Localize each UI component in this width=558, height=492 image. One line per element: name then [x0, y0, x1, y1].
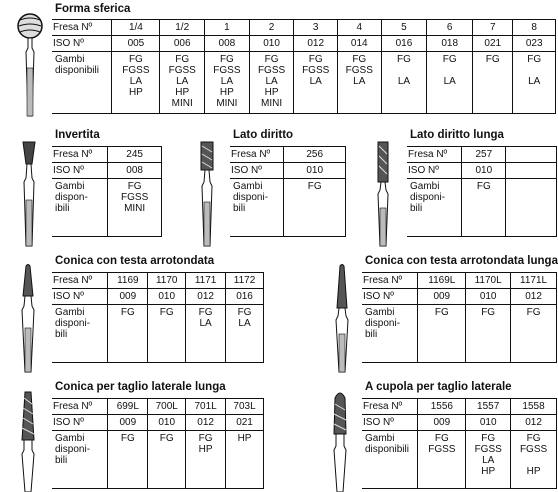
gambi-cell: FG FGSS LA HP MINI: [160, 52, 205, 114]
gambi-cell: FG: [466, 305, 511, 363]
iso-row: [52, 36, 556, 52]
iso-label: ISO Nº: [230, 163, 284, 179]
iso-cell: 012: [294, 36, 338, 52]
gambi-row: [52, 52, 556, 114]
iso-row: [362, 289, 557, 305]
gambi-label: Gambi disponibili: [52, 52, 112, 114]
iso-cell: 005: [112, 36, 160, 52]
iso-cell: 010: [284, 163, 346, 179]
table-conica-testa-arrotondata: [52, 272, 264, 363]
fresa-label: Fresa Nº: [52, 20, 112, 36]
title-lato-diritto: Lato diritto: [233, 129, 294, 141]
gambi-label: Gambi dispon- ibili: [52, 179, 108, 237]
iso-cell: 012: [186, 415, 226, 431]
iso-label: ISO Nº: [52, 289, 108, 305]
title-cupola-taglio-laterale: A cupola per taglio laterale: [365, 381, 512, 393]
gambi-label: Gambi disponi- bili: [230, 179, 284, 237]
fresa-label: Fresa Nº: [230, 147, 284, 163]
gambi-cell: FG: [462, 179, 506, 237]
long-tapered-round-end-bur-icon: [324, 262, 360, 374]
fresa-cell: 1170: [148, 273, 186, 289]
iso-row: [52, 415, 264, 431]
fresa-cell: 1: [205, 20, 250, 36]
fresa-cell: 703L: [226, 399, 264, 415]
title-forma-sferica: Forma sferica: [55, 3, 131, 15]
fresa-cell: 1170L: [466, 273, 511, 289]
iso-cell: 009: [418, 289, 466, 305]
gambi-label: Gambi disponi- bili: [52, 305, 108, 363]
fresa-label: Fresa Nº: [52, 147, 108, 163]
table-conica-testa-arrotondata-lunga: [362, 272, 557, 363]
gambi-cell: FG FGSS LA HP MINI: [205, 52, 250, 114]
table-conica-taglio-laterale-lunga: [52, 398, 264, 489]
round-bur-icon: [10, 8, 50, 120]
iso-cell: 014: [337, 36, 381, 52]
fresa-cell: 701L: [186, 399, 226, 415]
fresa-label: Fresa Nº: [52, 273, 108, 289]
long-tapered-crosscut-bur-icon: [10, 388, 46, 492]
gambi-label: Gambi disponi- bili: [52, 431, 108, 489]
fresa-row: [407, 147, 557, 163]
fresa-cell: 699L: [108, 399, 148, 415]
gambi-cell: FG: [108, 431, 148, 489]
iso-label: ISO Nº: [52, 415, 108, 431]
iso-cell: 010: [249, 36, 294, 52]
iso-label: ISO Nº: [52, 36, 112, 52]
fresa-row: [52, 273, 264, 289]
empty-cell: [506, 163, 557, 179]
table-lato-diritto-lunga: [407, 146, 557, 237]
iso-cell: 021: [226, 415, 264, 431]
gambi-cell: FG: [148, 305, 186, 363]
gambi-cell: FG FGSS LA HP: [466, 431, 511, 489]
iso-row: [362, 415, 557, 431]
title-conica-testa-arrotondata: Conica con testa arrotondata: [55, 255, 215, 267]
fresa-cell: 1/2: [160, 20, 205, 36]
table-invertita: [52, 146, 162, 237]
title-conica-testa-arrotondata-lunga: Conica con testa arrotondata lunga: [365, 255, 558, 267]
gambi-cell: FG: [418, 305, 466, 363]
iso-cell: 006: [160, 36, 205, 52]
gambi-cell: FG HP: [186, 431, 226, 489]
title-invertita: Invertita: [55, 129, 100, 141]
fresa-cell: 1/4: [112, 20, 160, 36]
table-cupola-taglio-laterale: [362, 398, 557, 489]
fresa-cell: 245: [108, 147, 162, 163]
empty-cell: [506, 147, 557, 163]
dome-crosscut-bur-icon: [322, 388, 358, 492]
iso-cell: 023: [513, 36, 556, 52]
iso-cell: 009: [108, 289, 148, 305]
title-conica-taglio-laterale-lunga: Conica per taglio laterale lunga: [55, 381, 226, 393]
iso-label: ISO Nº: [362, 415, 418, 431]
gambi-cell: HP: [226, 431, 264, 489]
gambi-cell: FG FGSS LA HP MINI: [249, 52, 294, 114]
iso-cell: 012: [511, 289, 557, 305]
fresa-cell: 1557: [466, 399, 511, 415]
table-lato-diritto: [230, 146, 346, 237]
empty-cell: [506, 179, 557, 237]
iso-row: [230, 163, 346, 179]
fresa-cell: 1556: [418, 399, 466, 415]
gambi-cell: FG FGSS LA HP: [112, 52, 160, 114]
fresa-label: Fresa Nº: [362, 399, 418, 415]
gambi-cell: FG FGSS LA: [294, 52, 338, 114]
fresa-cell: 1171: [186, 273, 226, 289]
gambi-cell: FG: [148, 431, 186, 489]
fresa-cell: 1558: [511, 399, 557, 415]
gambi-cell: FG: [108, 305, 148, 363]
fresa-cell: 257: [462, 147, 506, 163]
gambi-label: Gambi disponibili: [362, 431, 418, 489]
fresa-row: [52, 20, 556, 36]
fresa-cell: 1171L: [511, 273, 557, 289]
fresa-label: Fresa Nº: [362, 273, 418, 289]
iso-row: [52, 289, 264, 305]
iso-cell: 009: [418, 415, 466, 431]
iso-cell: 016: [226, 289, 264, 305]
gambi-row: [52, 431, 264, 489]
gambi-label: Gambi disponi- bili: [407, 179, 462, 237]
fresa-cell: 5: [381, 20, 427, 36]
iso-cell: 009: [108, 415, 148, 431]
gambi-row: [362, 431, 557, 489]
fresa-cell: 6: [427, 20, 473, 36]
gambi-cell: FG LA: [427, 52, 473, 114]
gambi-cell: FG: [511, 305, 557, 363]
iso-row: [52, 163, 162, 179]
gambi-cell: FG FGSS: [418, 431, 466, 489]
fresa-row: [230, 147, 346, 163]
fresa-cell: 1172: [226, 273, 264, 289]
gambi-cell: FG LA: [226, 305, 264, 363]
iso-cell: 012: [511, 415, 557, 431]
fresa-label: Fresa Nº: [407, 147, 462, 163]
iso-cell: 010: [466, 289, 511, 305]
fresa-cell: 7: [473, 20, 513, 36]
tapered-round-end-bur-icon: [10, 262, 46, 374]
fresa-row: [362, 399, 557, 415]
iso-cell: 021: [473, 36, 513, 52]
gambi-cell: FG LA: [381, 52, 427, 114]
fresa-cell: 2: [249, 20, 294, 36]
iso-label: ISO Nº: [407, 163, 462, 179]
gambi-row: [52, 305, 264, 363]
fresa-cell: 4: [337, 20, 381, 36]
gambi-cell: FG FGSS MINI: [108, 179, 162, 237]
fresa-cell: 1169: [108, 273, 148, 289]
fresa-label: Fresa Nº: [52, 399, 108, 415]
fresa-cell: 3: [294, 20, 338, 36]
table-forma-sferica: [52, 19, 556, 114]
gambi-cell: FG LA: [513, 52, 556, 114]
gambi-row: [230, 179, 346, 237]
iso-cell: 010: [148, 415, 186, 431]
gambi-cell: FG: [473, 52, 513, 114]
fresa-cell: 256: [284, 147, 346, 163]
long-straight-fissure-bur-icon: [366, 138, 400, 248]
title-lato-diritto-lunga: Lato diritto lunga: [410, 129, 504, 141]
iso-label: ISO Nº: [52, 163, 108, 179]
iso-label: ISO Nº: [362, 289, 418, 305]
iso-cell: 008: [205, 36, 250, 52]
fresa-cell: 700L: [148, 399, 186, 415]
gambi-cell: FG LA: [186, 305, 226, 363]
fresa-row: [52, 147, 162, 163]
iso-cell: 010: [148, 289, 186, 305]
straight-fissure-bur-icon: [190, 138, 224, 248]
iso-cell: 016: [381, 36, 427, 52]
gambi-label: Gambi disponi- bili: [362, 305, 418, 363]
iso-row: [407, 163, 557, 179]
fresa-row: [362, 273, 557, 289]
gambi-cell: FG: [284, 179, 346, 237]
gambi-row: [362, 305, 557, 363]
inverted-cone-bur-icon: [12, 138, 46, 248]
gambi-cell: FG FGSS LA: [337, 52, 381, 114]
iso-cell: 012: [186, 289, 226, 305]
iso-cell: 008: [108, 163, 162, 179]
gambi-row: [407, 179, 557, 237]
fresa-cell: 8: [513, 20, 556, 36]
gambi-cell: FG FGSS HP: [511, 431, 557, 489]
fresa-row: [52, 399, 264, 415]
iso-cell: 010: [462, 163, 506, 179]
fresa-cell: 1169L: [418, 273, 466, 289]
iso-cell: 018: [427, 36, 473, 52]
gambi-row: [52, 179, 162, 237]
iso-cell: 010: [466, 415, 511, 431]
